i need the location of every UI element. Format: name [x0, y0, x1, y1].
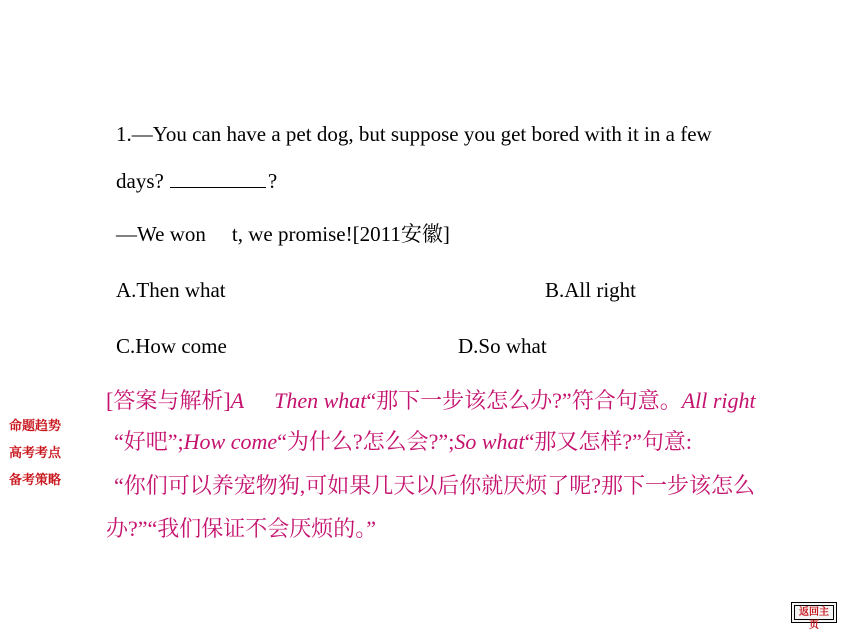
answer-term-2: All right: [681, 388, 756, 413]
answer-line-4: 办?”“我们保证不会厌烦的。”: [106, 516, 377, 541]
answer-term-4: So what: [454, 429, 525, 454]
answer-line-1: [106, 390, 756, 412]
answer-q2: “为什么?怎么会?”;: [277, 429, 455, 454]
home-button-label: 返回主页: [794, 605, 834, 620]
question-line-2: [116, 169, 277, 192]
question-line-3-b: t, we promise![2011安徽]: [231, 222, 450, 246]
answer-line-3: “你们可以养宠物狗,可如果几天以后你就厌烦了呢?那下一步该怎么: [114, 473, 756, 498]
answer-explain: “那下一步该怎么办?”符合句意。: [366, 388, 682, 413]
question-line-1: 1.—You can have a pet dog, but suppose you get bored with it in a few: [116, 122, 712, 146]
answer-prefix: [答案与解析]: [106, 388, 231, 413]
sidebar-item-strategy[interactable]: 备考策略: [9, 473, 62, 488]
question-line-2-mark: ?: [267, 169, 278, 193]
sidebar-item-exam-points[interactable]: 高考考点: [9, 446, 62, 461]
question-line-2-text: days?: [116, 169, 164, 193]
option-a: A.Then what: [116, 278, 226, 302]
answer-term: Then what: [274, 388, 367, 413]
answer-blank: [170, 169, 266, 188]
option-c: C.How come: [116, 334, 227, 358]
question-line-3-a: —We won: [116, 222, 206, 246]
option-b: B.All right: [545, 278, 637, 302]
answer-letter: A: [230, 388, 245, 413]
home-button[interactable]: [791, 602, 837, 631]
sidebar-item-trends[interactable]: 命题趋势: [9, 419, 62, 434]
answer-q1: “好吧”;: [114, 429, 184, 454]
option-d: D.So what: [458, 334, 547, 358]
answer-term-3: How come: [183, 429, 278, 454]
answer-q3: “那又怎样?”句意:: [524, 429, 693, 454]
question-line-3: [116, 224, 450, 245]
answer-line-2: [114, 431, 692, 453]
